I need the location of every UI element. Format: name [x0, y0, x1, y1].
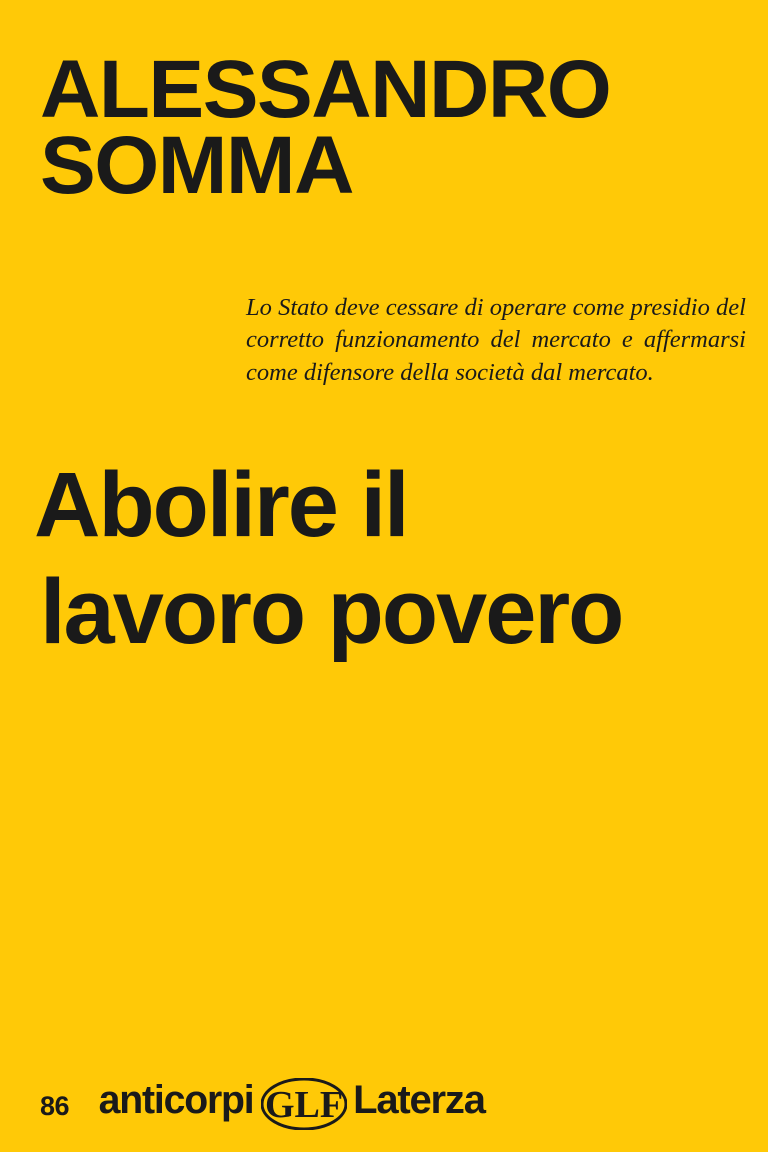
- svg-text:GLF: GLF: [265, 1084, 344, 1126]
- author-name-line-1: ALESSANDRO: [40, 44, 611, 135]
- book-title: [34, 452, 754, 665]
- series-number: 86: [40, 1091, 70, 1121]
- cover-blurb: Lo Stato deve cessare di operare come presidio del corretto funzionamento del mercato e affermarsi come difensore della società dal mercato.: [246, 294, 746, 386]
- imprint-bar: [97, 1078, 485, 1130]
- author-name: [40, 44, 740, 212]
- book-title-line-2: lavoro povero: [40, 560, 623, 663]
- series-name: anticorpi: [98, 1078, 254, 1122]
- book-title-line-1: Abolire il: [34, 454, 408, 556]
- author-name-line-2: SOMMA: [40, 120, 353, 212]
- glf-publisher-logo-icon: [261, 1078, 347, 1130]
- publisher-name: Laterza: [353, 1078, 485, 1122]
